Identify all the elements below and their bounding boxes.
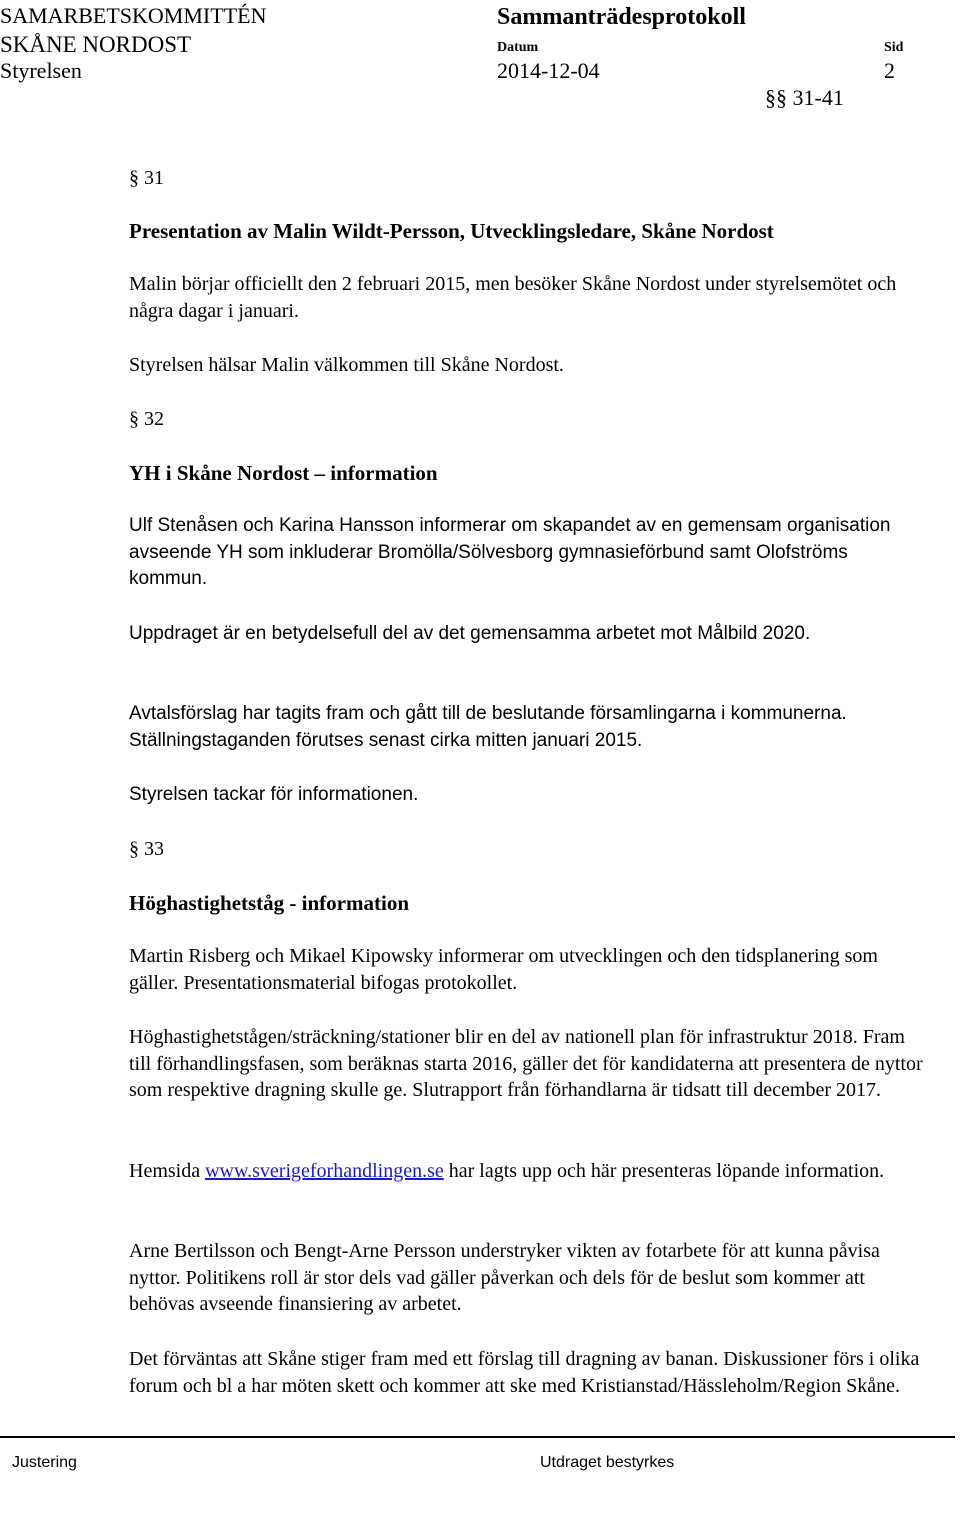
org-name: SAMARBETSKOMMITTÉN xyxy=(0,3,267,28)
section-range: §§ 31-41 xyxy=(765,85,844,110)
section-title: Presentation av Malin Wildt-Persson, Utvecklingsledare, Skåne Nordost xyxy=(129,219,774,243)
footer-divider xyxy=(0,1436,955,1438)
section-number: § 31 xyxy=(129,167,164,189)
paragraph: Ulf Stenåsen och Karina Hansson informerar om skapandet av en gemensam organisation avseende YH som inkluderar Bromölla/Sölvesborg gymnasieförbund samt Olofströms kommun. xyxy=(129,515,891,589)
body-name: Styrelsen xyxy=(0,58,82,83)
website-suffix: har lagts upp och här presenteras löpande information. xyxy=(443,1160,885,1182)
region-name: SKÅNE NORDOST xyxy=(0,32,192,57)
section-title: Höghastighetståg - information xyxy=(129,891,409,915)
paragraph: Avtalsförslag har tagits fram och gått till de beslutande församlingarna i kommunerna. Ställningstaganden förutses senast cirka mitten januari 2015. xyxy=(129,703,847,751)
section-number: § 33 xyxy=(129,838,164,860)
footer-justering: Justering xyxy=(12,1454,77,1471)
website-paragraph xyxy=(129,1158,929,1185)
paragraph: Arne Bertilsson och Bengt-Arne Persson understryker vikten av fotarbete för att kunna påvisa nyttor. Politikens roll är stor dels vad gäller påverkan och dels för de beslut som kommer att behövas avseende finansiering av arbetet. xyxy=(129,1240,880,1315)
page-number: 2 xyxy=(884,58,895,83)
date-label: Datum xyxy=(497,40,539,55)
paragraph: Malin börjar officiellt den 2 februari 2015, men besöker Skåne Nordost under styrelsemötet och några dagar i januari. xyxy=(129,273,897,322)
website-link[interactable]: www.sverigeforhandlingen.se xyxy=(205,1160,444,1182)
doc-title: Sammanträdesprotokoll xyxy=(497,4,746,30)
meeting-date: 2014-12-04 xyxy=(497,58,600,83)
paragraph: Det förväntas att Skåne stiger fram med ett förslag till dragning av banan. Diskussioner förs i olika forum och bl a har möten skett och kommer att ske med Kristianstad/Hässleholm/Region Skåne. xyxy=(129,1348,920,1397)
footer-utdraget: Utdraget bestyrkes xyxy=(540,1454,675,1471)
paragraph: Höghastighetstågen/sträckning/stationer blir en del av nationell plan för infrastruktur 2018. Fram till förhandlingsfasen, som beräknas starta 2016, gäller det för kandidaterna att presentera de nyttor som respektive dragning skulle ge. Slutrapport från förhandlarna är tidsatt till december 2017. xyxy=(129,1026,923,1101)
paragraph: Styrelsen tackar för informationen. xyxy=(129,784,419,805)
section-number: § 32 xyxy=(129,408,164,430)
section-title: YH i Skåne Nordost – information xyxy=(129,461,438,485)
paragraph: Uppdraget är en betydelsefull del av det gemensamma arbetet mot Målbild 2020. xyxy=(129,623,811,644)
page-label: Sid xyxy=(884,40,904,55)
paragraph: Styrelsen hälsar Malin välkommen till Skåne Nordost. xyxy=(129,354,564,376)
website-prefix: Hemsida xyxy=(129,1160,206,1182)
paragraph: Martin Risberg och Mikael Kipowsky informerar om utvecklingen och den tidsplanering som gäller. Presentationsmaterial bifogas protokollet. xyxy=(129,945,878,994)
